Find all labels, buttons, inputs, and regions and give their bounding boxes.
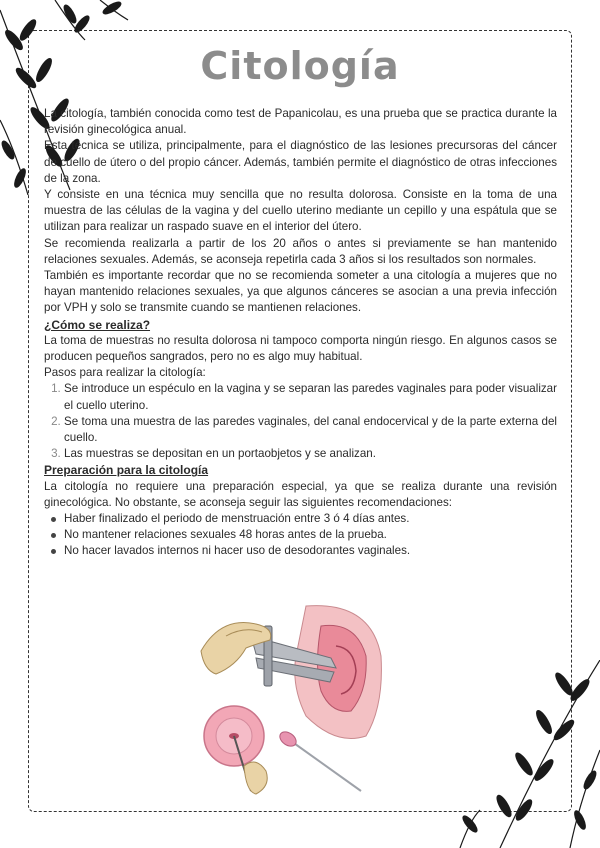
list-item: No mantener relaciones sexuales 48 horas antes de la prueba. [64, 527, 557, 543]
steps-list [44, 381, 557, 462]
list-item: No hacer lavados internos ni hacer uso de desodorantes vaginales. [64, 543, 557, 559]
intro-paragraph: También es importante recordar que no se recomienda someter a una citología a mujeres que no hayan mantenido relaciones sexuales, ya que algunos cánceres se asocian a una previa infección por VPH y solo se transmite cuando se mantienen relaciones. [44, 269, 557, 315]
list-item: 2. Se toma una muestra de las paredes vaginales, del canal endocervical y de la parte externa del cuello. [64, 414, 557, 446]
intro-paragraph: Esta técnica se utiliza, principalmente, para el diagnóstico de las lesiones precursoras del cáncer de cuello de útero o del propio cáncer. Además, también permite el diagnóstico de otras infecciones de la zona. [44, 139, 557, 185]
list-item: 3. Las muestras se depositan en un portaobjetos y se analizan. [64, 446, 557, 462]
intro-paragraph: La citología, también conocida como test de Papanicolau, es una prueba que se practica durante la revisión ginecológica anual. [44, 107, 557, 137]
speculum-exam-illustration [196, 596, 386, 801]
section-heading-how: ¿Cómo se realiza? [44, 317, 151, 332]
leaf-branch-icon [440, 660, 600, 848]
section-heading-preparation: Preparación para la citología [44, 463, 209, 478]
list-item: 1. Se introduce un espéculo en la vagina y se separan las paredes vaginales para poder visualizar el cuello uterino. [64, 381, 557, 413]
recommendations-list [44, 511, 557, 560]
document-body [44, 106, 557, 560]
list-item: Haber finalizado el periodo de menstruación entre 3 ó 4 días antes. [64, 511, 557, 527]
intro-paragraph: Y consiste en una técnica muy sencilla que no resulta dolorosa. Consiste en la toma de una muestra de las células de la vagina y del cuello uterino mediante un cepillo y una espátula que se utilizan para realizar un raspado suave en el interior del útero. [44, 188, 557, 234]
page-title: Citología [200, 44, 400, 88]
steps-intro: Pasos para realizar la citología: [44, 366, 206, 380]
section-text: La toma de muestras no resulta dolorosa ni tampoco comporta ningún riesgo. En algunos casos se producen pequeños sangrados, pero no es algo muy habitual. [44, 333, 557, 364]
section-text: La citología no requiere una preparación especial, ya que se realiza durante una revisión ginecológica. No obstante, se aconseja seguir las siguientes recomendaciones: [44, 479, 557, 509]
intro-paragraph: Se recomienda realizarla a partir de los 20 años o antes si previamente se han mantenido relaciones sexuales. Además, se aconseja repetirla cada 3 años si los resultados son normales. [44, 236, 557, 266]
